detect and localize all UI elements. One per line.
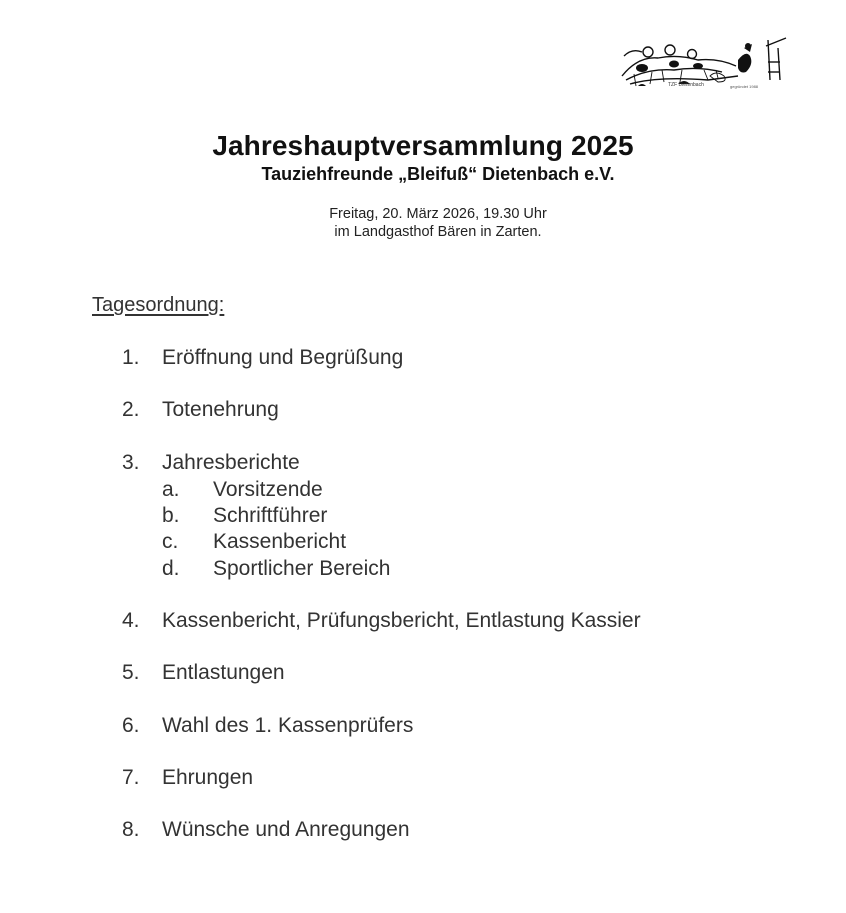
logo-caption: TZF Dietenbach bbox=[668, 82, 704, 88]
logo-subcaption: gegründet 1988 bbox=[730, 84, 759, 89]
agenda-item-number: 5. bbox=[122, 661, 140, 684]
agenda-item-number: 3. bbox=[122, 451, 140, 474]
agenda-subitem-letter: d. bbox=[162, 557, 180, 580]
agenda-subitem-text: Sportlicher Bereich bbox=[213, 557, 391, 580]
agenda-item-number: 7. bbox=[122, 766, 140, 789]
page-title: Jahreshauptversammlung 2025 bbox=[212, 130, 634, 161]
club-name: Tauziehfreunde „Bleifuß“ Dietenbach e.V. bbox=[261, 164, 615, 184]
agenda-subitem-letter: a. bbox=[162, 478, 180, 501]
agenda-item-text: Ehrungen bbox=[162, 766, 254, 789]
agenda-item-number: 1. bbox=[122, 346, 140, 369]
agenda-item-number: 6. bbox=[122, 714, 140, 737]
agenda-item-number: 4. bbox=[122, 609, 140, 632]
agenda-item-text: Totenehrung bbox=[162, 398, 279, 421]
agenda-subitem-text: Vorsitzende bbox=[213, 478, 323, 501]
agenda-heading: Tagesordnung: bbox=[92, 294, 225, 316]
agenda-item-number: 8. bbox=[122, 818, 140, 841]
agenda-item-text: Wahl des 1. Kassenprüfers bbox=[162, 714, 414, 737]
agenda-item-text: Entlastungen bbox=[162, 661, 285, 684]
agenda-subitem-letter: b. bbox=[162, 504, 180, 527]
agenda-subitem-text: Kassenbericht bbox=[213, 530, 347, 553]
agenda-subitem-letter: c. bbox=[162, 530, 179, 553]
agenda-subitem-text: Schriftführer bbox=[213, 504, 328, 527]
agenda-item-number: 2. bbox=[122, 398, 140, 421]
meeting-venue: im Landgasthof Bären in Zarten. bbox=[334, 224, 542, 240]
agenda-item-text: Wünsche und Anregungen bbox=[162, 818, 410, 841]
meeting-date: Freitag, 20. März 2026, 19.30 Uhr bbox=[329, 206, 547, 222]
agenda-item-text: Eröffnung und Begrüßung bbox=[162, 346, 404, 369]
agenda-item-text: Kassenbericht, Prüfungsbericht, Entlastung Kassier bbox=[162, 609, 641, 632]
agenda-item-text: Jahresberichte bbox=[162, 451, 300, 474]
